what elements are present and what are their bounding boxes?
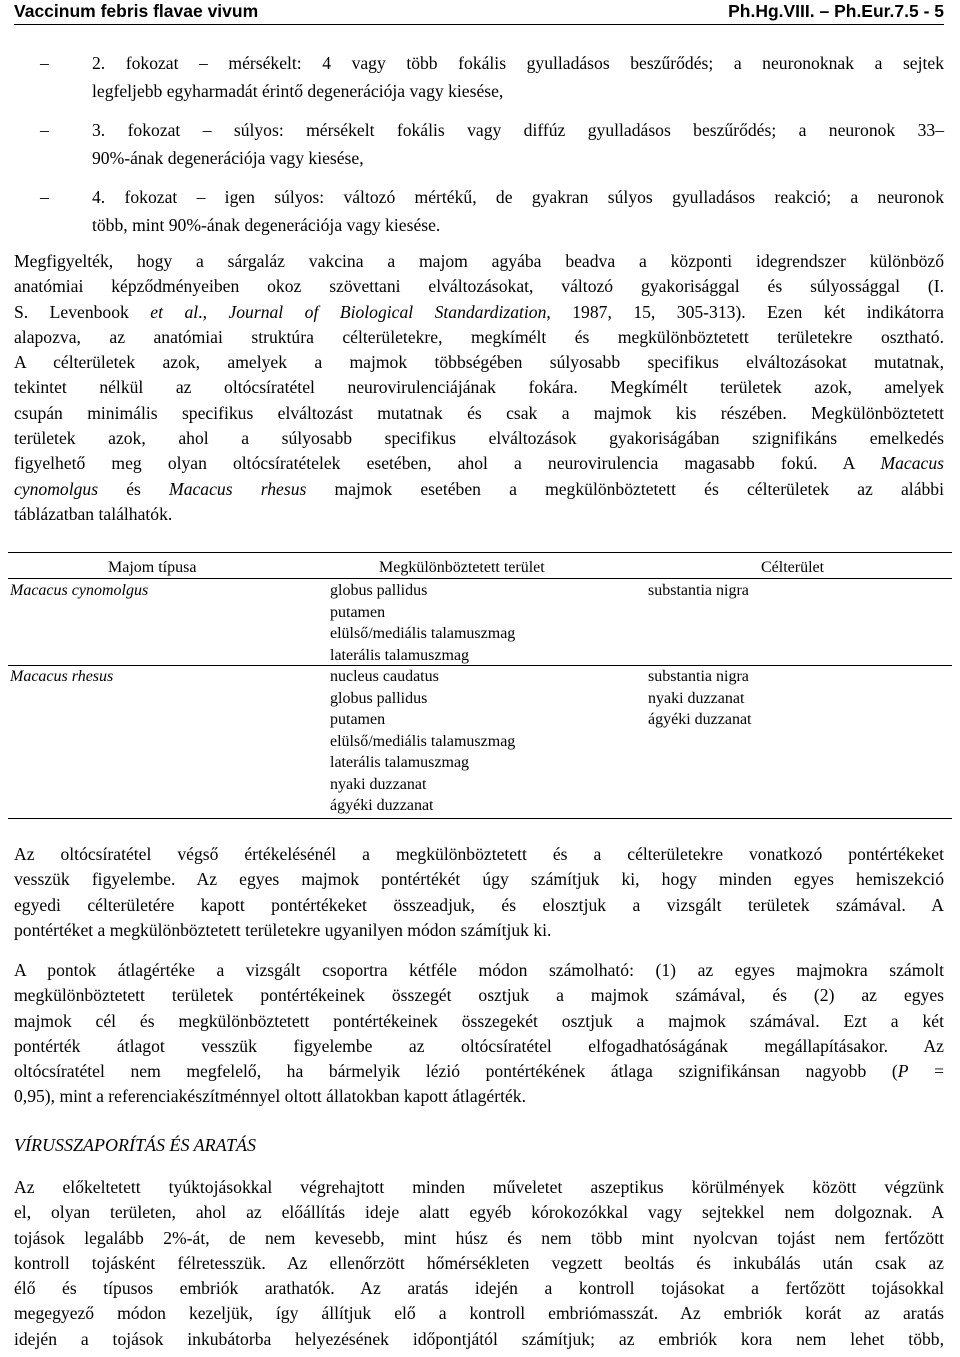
region-item: ágyéki duzzanat (648, 711, 752, 728)
region-item: substantia nigra (648, 582, 749, 599)
region-item: globus pallidus (330, 689, 428, 707)
text-line: megkülönböztetett területek pontértékeinek összegét osztjuk a majmok számával, és (2) az egyes (14, 985, 944, 1006)
column-header-distinguished: Megkülönböztetett terület (379, 559, 545, 576)
table-top-rule (8, 552, 952, 553)
text-line: egyedi célterületére kapott pontértékeket összeadjuk, és elosztjuk a vizsgált területek számával. A (14, 894, 944, 915)
species-cell: Macacus cynomolgus (10, 582, 149, 599)
document-title: Vaccinum febris flavae vivum (14, 1, 259, 21)
column-header-target: Célterület (761, 559, 825, 576)
text-line: kontroll tojásként félretesszük. Az ellenőrzött hőmérsékleten vegzett beoltás és inkubálás után csak az (14, 1252, 944, 1273)
target-cell (648, 666, 752, 731)
paragraph-score-average (14, 958, 944, 1110)
distinguished-cell (330, 666, 515, 817)
list-dash: – (40, 120, 49, 140)
text-line: Az előkeltetett tyúktojásokkal végrehajtott minden műveletet aszeptikus körülmények között végzünk (14, 1177, 944, 1197)
grade-line: több, mint 90%-ának degenerációja vagy kiesése. (92, 215, 441, 235)
text-line: A pontok átlagértéke a vizsgált csoportra kétféle módon számolható: (1) az egyes majmokra számolt (14, 960, 944, 980)
region-item: elülső/mediális talamuszmag (330, 732, 516, 750)
section-heading: VÍRUSSZAPORÍTÁS ÉS ARATÁS (14, 1135, 256, 1155)
region-item: elülső/mediális talamuszmag (330, 625, 516, 642)
paragraph-virus-propagation (14, 1175, 944, 1352)
text-line: idején a tojások inkubátorba helyezésének időpontjától számítjuk; az embriók kora nem lehet több, (14, 1328, 944, 1349)
text-line: vesszük figyelembe. Az egyes majmok pontértékét úgy számítjuk ki, hogy minden egyes hemiszekció (14, 869, 944, 890)
text-line: el, olyan területen, ahol az előállítás ideje alatt egyéb kórokozókkal vagy sejtekkel nem dolgoznak. A (14, 1202, 944, 1223)
text-line: cynomolgus és Macacus rhesus majmok esetében a megkülönböztetett és célterületek az alábbi (14, 478, 944, 499)
text-line: oltócsíratétel nem megfelelő, ha bármelyik lézió pontértékének átlaga szignifikánsan nagyobb (P = (14, 1061, 945, 1082)
text-line: élő és típusos embriók arathatók. Az aratás idején a kontroll tojásokat a fertőzött tojásokkal (14, 1278, 944, 1299)
region-item: putamen (330, 711, 386, 728)
grade-line: 2. fokozat – mérsékelt: 4 vagy több fokális gyulladásos beszűrődés; a neuronoknak a sejtek (92, 53, 944, 73)
text-line: területek azok, ahol a súlyosabb specifikus elváltozások gyakoriságában szignifikáns emelkedés (14, 428, 944, 449)
text-line: anatómiai képződményeiben okoz szövettani elváltozásokat, változó gyakorisággal és súlyossággal (I. (14, 276, 944, 297)
text-line: megegyező módon kezeljük, így állítjuk elő a kontroll embriómasszát. Az embriók korát az aratás (14, 1303, 944, 1324)
paragraph-evaluation (14, 842, 944, 943)
list-dash: – (40, 187, 49, 207)
table-bottom-rule (8, 818, 952, 819)
region-item: putamen (330, 603, 386, 621)
target-cell (648, 580, 749, 602)
text-line: tekintet nélkül az oltócsíratétel neurovirulenciájának fokára. Megkímélt területek azok, amelyek (14, 377, 944, 398)
text-line: pontérték átlagot vesszük figyelembe az oltócsíratétel elfogadhatóságának megállapításakor. Az (14, 1035, 944, 1056)
text-line: alapozva, az anatómiai struktúra célterületekre, megkímélt és megkülönböztetett területekre osztható. (14, 326, 944, 347)
region-item: nyaki duzzanat (648, 689, 745, 707)
region-item: nyaki duzzanat (330, 775, 427, 793)
text-line-citation: S. Levenbook et al., Journal of Biological Standardization, 1987, 15, 305-313). Ezen két indikátorra (14, 301, 944, 322)
text-line: figyelhető meg olyan oltócsíratételek esetében, ahol a neurovirulencia magasabb fokú. A Macacus (14, 453, 944, 474)
region-item: nucleus caudatus (330, 668, 439, 685)
header-rule (8, 578, 952, 579)
region-item: substantia nigra (648, 668, 749, 685)
text-line: 0,95), mint a referenciakészítménnyel oltott állatokban kapott átlagérték. (14, 1086, 526, 1107)
grade-line: legfeljebb egyharmadát érintő degenerációja vagy kiesése, (92, 81, 504, 101)
text-line: Az oltócsíratétel végső értékelésénél a megkülönböztetett és a célterületekre vonatkozó pontértékeket (14, 844, 944, 864)
text-line: A célterületek azok, amelyek a majmok többségében súlyosabb specifikus elváltozásokat mutatnak, (14, 352, 944, 373)
grade-line: 90%-ának degenerációja vagy kiesése, (92, 148, 364, 168)
grade-line: 4. fokozat – igen súlyos: változó mértékű, de gyakran súlyos gyulladásos reakció; a neuronok (92, 187, 944, 207)
list-dash: – (40, 53, 49, 73)
species-cell: Macacus rhesus (10, 668, 114, 685)
text-line: táblázatban találhatók. (14, 503, 173, 524)
region-item: laterális talamuszmag (330, 754, 470, 771)
region-item: ágyéki duzzanat (330, 797, 434, 814)
text-line: pontértéket a megkülönböztetett területekre ugyanilyen módon számítjuk ki. (14, 919, 552, 940)
grade-line: 3. fokozat – súlyos: mérsékelt fokális vagy diffúz gyulladásos beszűrődés; a neuronok 33– (92, 120, 944, 140)
text-line: tojások legalább 2%-át, de nem kevesebb, mint húsz és nem több mint nyolcvan tojást nem fertőzött (14, 1227, 944, 1248)
column-header-species: Majom típusa (108, 559, 197, 576)
distinguished-cell (330, 580, 515, 666)
page-header (14, 0, 944, 25)
region-item: laterális talamuszmag (330, 646, 470, 664)
section-reference: Ph.Hg.VIII. – Ph.Eur.7.5 - 5 (728, 1, 944, 21)
region-item: globus pallidus (330, 582, 428, 599)
paragraph-indicator-regions (14, 249, 944, 527)
text-line: csupán minimális specifikus elváltozást mutatnak és csak a majmok kis részében. Megkülönböztetett (14, 402, 944, 423)
text-line: majmok cél és megkülönböztetett pontértékeinek összegekét osztjuk a majmok számával. Ezt a két (14, 1010, 944, 1031)
text-line: Megfigyelték, hogy a sárgaláz vakcina a majom agyába beadva a központi idegrendszer különböző (14, 251, 944, 271)
